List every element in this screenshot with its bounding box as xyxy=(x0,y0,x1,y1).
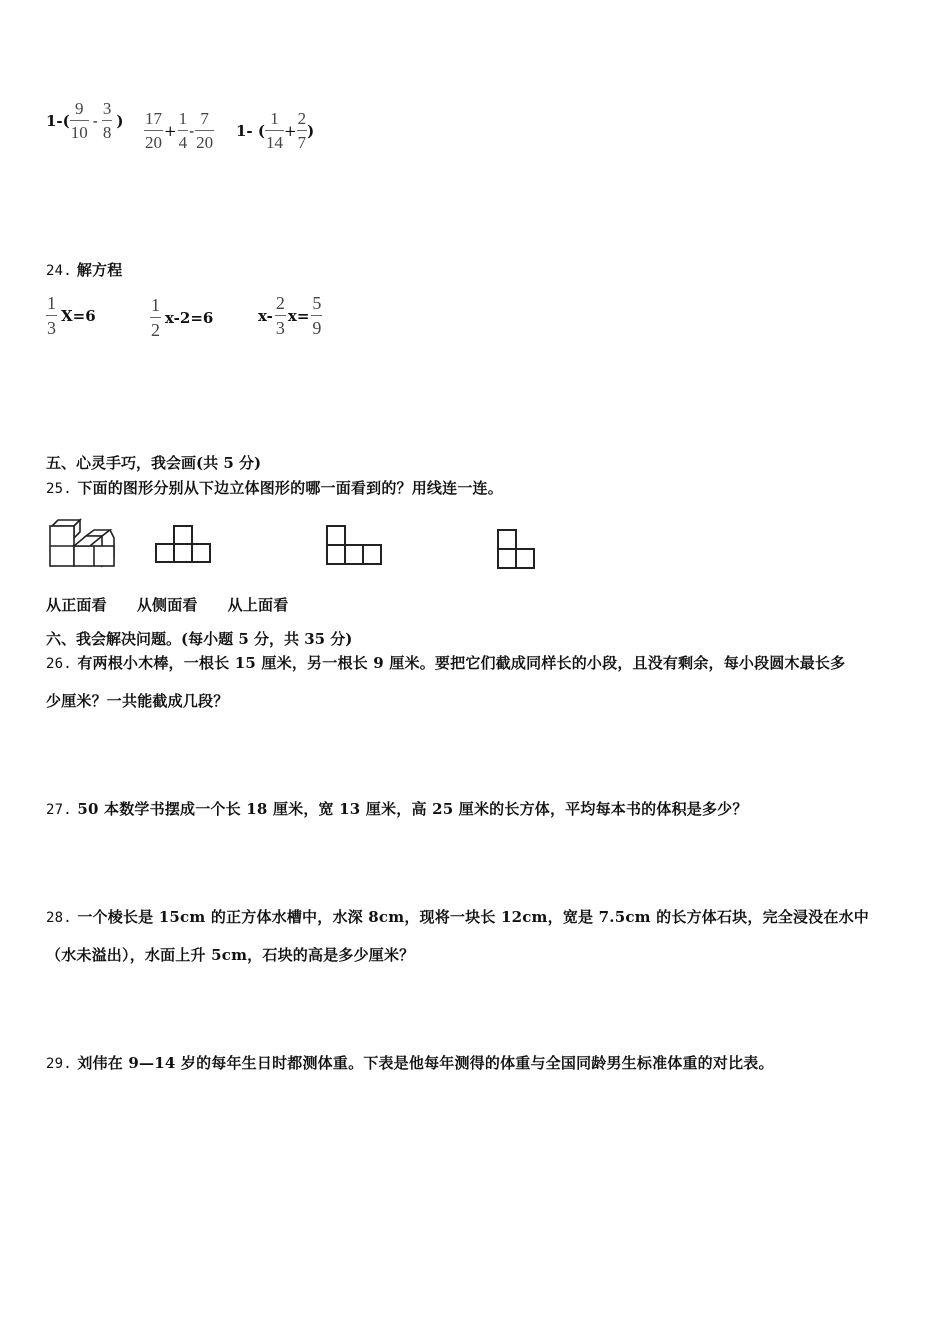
expr1-lead: 1-( xyxy=(46,111,70,130)
question-number: 24. xyxy=(46,263,72,279)
view-shape-3 xyxy=(497,528,535,570)
fraction: $\frac{3}{8}$ xyxy=(102,99,112,142)
question-number: 27. xyxy=(46,802,72,818)
question-27 xyxy=(46,798,916,821)
question-text-line1: 一个棱长是 15cm 的正方体水槽中，水深 8cm，现将一块长 12cm，宽是 7.5cm 的长方体石块，完全浸没在水中 xyxy=(77,908,869,926)
fraction: $\frac{17}{20}$ xyxy=(145,109,162,152)
expr3-lead: 1- ( xyxy=(236,121,265,140)
calc-expression-2 xyxy=(144,110,214,151)
question-text: 50 本数学书摆成一个长 18 厘米，宽 13 厘米，高 25 厘米的长方体，平均每本书的体积是多少？ xyxy=(77,800,748,818)
view-label-side: 从侧面看 xyxy=(136,596,198,614)
question-number: 28. xyxy=(46,910,72,926)
equation-lead: x- xyxy=(258,306,273,325)
expr1-close: ) xyxy=(116,111,124,130)
equation-3 xyxy=(258,294,322,337)
question-28 xyxy=(46,906,916,967)
equation-mid: x= xyxy=(287,306,310,325)
operator: - xyxy=(189,121,195,140)
operator: + xyxy=(164,121,177,140)
fraction: $\frac{7}{20}$ xyxy=(196,109,214,152)
operator: - xyxy=(92,111,98,130)
question-29 xyxy=(46,1052,916,1075)
question-number: 29. xyxy=(46,1056,72,1072)
fraction: $\frac{1}{14}$ xyxy=(265,109,283,152)
question-text: 刘伟在 9—14 岁的每年生日时都测体重。下表是他每年测得的体重与全国同龄男生标准体重的对比表。 xyxy=(77,1054,774,1072)
equation-2 xyxy=(150,296,213,339)
question-text: 下面的图形分别从下边立体图形的哪一面看到的？用线连一连。 xyxy=(77,479,503,497)
fraction: $\frac{2}{3}$ xyxy=(275,293,285,338)
operator: + xyxy=(283,121,297,140)
question-number: 26. xyxy=(46,656,72,672)
fraction: $\frac{1}{2}$ xyxy=(151,295,160,340)
question-title: 解方程 xyxy=(76,261,123,279)
question-26 xyxy=(46,652,916,713)
question-text-line1: 有两根小木棒，一根长 15 厘米，另一根长 9 厘米。要把它们截成同样长的小段，且没有剩余，每小段圆木最长多 xyxy=(77,654,846,672)
fraction: $\frac{9}{10}$ xyxy=(70,99,88,142)
fraction: $\frac{1}{4}$ xyxy=(178,109,188,152)
view-label-front: 从正面看 xyxy=(46,596,107,614)
equation-1 xyxy=(46,294,96,337)
equation-rest: x-2=6 xyxy=(165,308,214,327)
question-text-line2: 少厘米？一共能截成几段？ xyxy=(46,692,229,710)
question-text-line2: （水未溢出），水面上升 5cm，石块的高是多少厘米？ xyxy=(46,946,415,964)
solid-figure xyxy=(46,516,118,568)
calc-expression-1 xyxy=(46,100,123,141)
view-label-top: 从上面看 xyxy=(227,596,289,614)
section-5-title: 五、心灵手巧，我会画(共 5 分) xyxy=(46,454,262,472)
view-shape-1 xyxy=(155,524,211,564)
calc-expression-3 xyxy=(236,110,314,151)
question-24-heading xyxy=(46,259,122,282)
fraction: $\frac{1}{3}$ xyxy=(47,293,56,338)
fraction: $\frac{2}{7}$ xyxy=(297,109,307,152)
view-shape-2 xyxy=(326,524,382,566)
question-number: 25. xyxy=(46,481,72,497)
question-25 xyxy=(46,477,503,500)
section-6-title: 六、我会解决问题。(每小题 5 分，共 35 分) xyxy=(46,630,353,648)
equation-rest: X=6 xyxy=(61,306,96,325)
fraction: $\frac{5}{9}$ xyxy=(312,293,322,338)
expr3-close: ) xyxy=(307,121,315,140)
view-labels xyxy=(46,594,288,617)
